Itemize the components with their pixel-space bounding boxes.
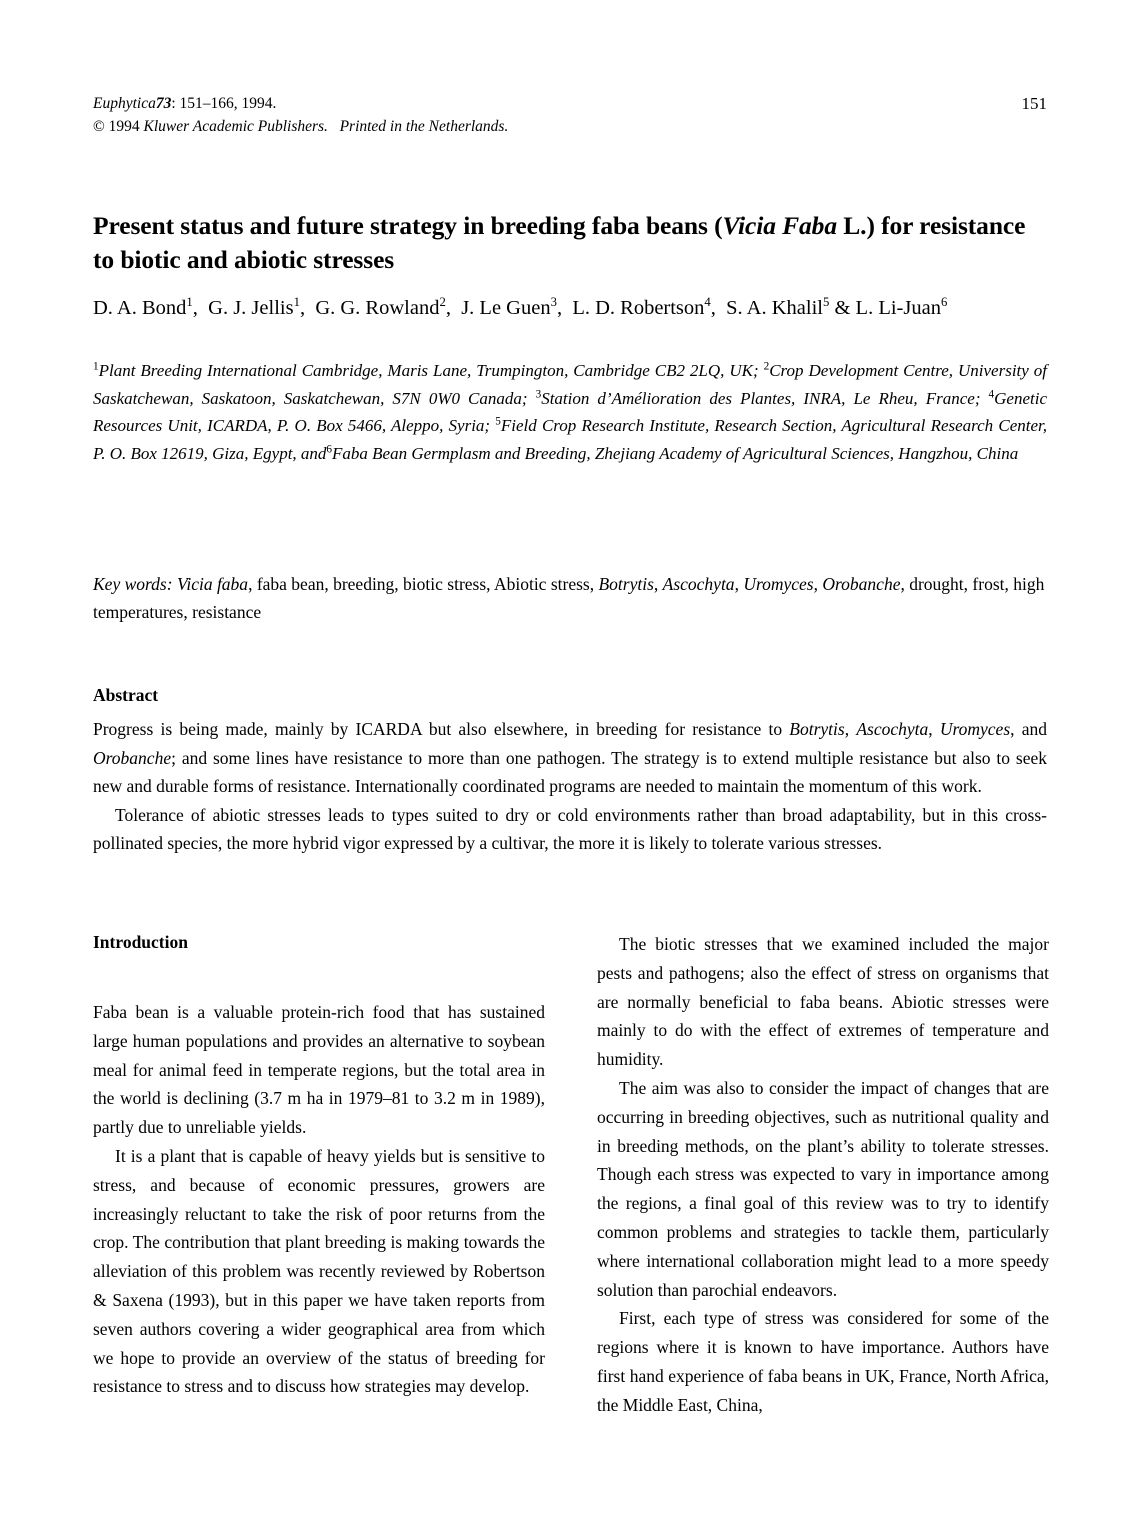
page-number: 151: [1021, 94, 1047, 113]
title-part-1: Present status and future strategy in breeding faba beans (: [93, 211, 723, 241]
affiliation-text: Faba Bean Germplasm and Breeding, Zhejiang Academy of Agricultural Sciences, Hangzhou, China: [332, 443, 1019, 463]
title-part-2: L.) for resistance to biotic and abiotic stresses: [93, 211, 1026, 275]
keyword-separator: ,: [653, 574, 663, 594]
abstract-separator: ,: [928, 719, 940, 739]
keywords-tail: , drought, frost, high temperatures, resistance: [93, 574, 1045, 622]
affiliation-text: Field Crop Research Institute, Research Section, Agricultural Research Center, P. O. Box 12619, Giza, Egypt, and: [93, 416, 1047, 463]
abstract-genus: Ascochyta: [856, 719, 929, 739]
keyword-genus: Botrytis: [598, 574, 654, 594]
keywords-text: , faba bean, breeding, biotic stress, Abiotic stress,: [248, 574, 599, 594]
body-paragraph: First, each type of stress was considered for some of the regions where it is known to have importance. Authors have first hand experience of faba beans in UK, France, North Africa, the Middle East, China,: [597, 1308, 1049, 1415]
journal-name: Euphytica: [93, 95, 156, 112]
body-column-right: [597, 930, 1049, 1420]
author-affiliation-marker: 3: [550, 295, 557, 310]
abstract-separator: , and: [1010, 719, 1047, 739]
keyword-species: Vicia faba: [172, 574, 249, 594]
author-name: G. J. Jellis: [208, 297, 294, 319]
author-affiliation-marker: 4: [704, 295, 711, 310]
abstract-body: [93, 715, 1047, 858]
author-name: J. Le Guen: [461, 297, 551, 319]
page-title: [93, 209, 1047, 277]
author-affiliation-marker: 2: [439, 295, 446, 310]
affiliation-text: Station d’Amélioration des Plantes, INRA, Le Rheu, France;: [541, 388, 989, 408]
copyright-year: 1994: [104, 118, 144, 135]
affiliation-marker: 6: [326, 442, 333, 455]
keywords-label: Key words:: [93, 574, 173, 594]
affiliation-marker: 1: [93, 360, 99, 373]
abstract-paragraph: [93, 715, 1047, 801]
affiliation-text: Plant Breeding International Cambridge, Maris Lane, Trumpington, Cambridge CB2 2LQ, UK;: [98, 361, 764, 380]
printed-in: Printed in the Netherlands.: [339, 118, 509, 135]
journal-copyright-line: [93, 115, 1047, 138]
keyword-genus: Orobanche: [822, 574, 901, 594]
affiliation-marker: 3: [535, 387, 542, 400]
running-head: [93, 92, 1047, 138]
author-name: D. A. Bond: [93, 297, 187, 319]
keyword-separator: ,: [734, 574, 744, 594]
copyright-icon: ©: [93, 118, 105, 135]
author-conjunction: &: [834, 297, 851, 319]
abstract-text: Progress is being made, mainly by ICARDA but also elsewhere, in breeding for resistance to: [93, 719, 790, 739]
body-paragraph: The aim was also to consider the impact of changes that are occurring in breeding objectives, such as nutritional quality and in breeding methods, on the plant’s ability to tolerate stresses. Though each stress was expected to vary in importance among the regions, a final goal of this review was to try to identify common problems and strategies to tackle them, particularly where international collaboration might lead to a more speedy solution than parochial endeavors.: [597, 1077, 1049, 1300]
author-affiliation-marker: 5: [822, 295, 830, 310]
affiliation-list: [93, 357, 1047, 467]
abstract-paragraph: Tolerance of abiotic stresses leads to types suited to dry or cold environments rather than broad adaptability, but in this cross-pollinated species, the more hybrid vigor expressed by a cultivar, the more it is likely to tolerate various stresses.: [93, 804, 1047, 854]
author-affiliation-marker: 1: [186, 295, 193, 310]
abstract-text: ; and some lines have resistance to more than one pathogen. The strategy is to extend multiple resistance but also to seek new and durable forms of resistance. Internationally coordinated programs are needed to maintain the momentum of this work.: [93, 747, 1047, 797]
keyword-genus: Ascochyta: [662, 574, 735, 594]
author-name: G. G. Rowland: [315, 297, 440, 319]
affiliation-marker: 5: [495, 415, 501, 428]
journal-citation-line: [93, 92, 1047, 115]
section-heading-introduction: Introduction: [93, 932, 188, 952]
publisher-name: Kluwer Academic Publishers.: [143, 118, 328, 135]
author-name: L. Li-Juan: [855, 297, 941, 319]
author-name: S. A. Khalil: [726, 297, 823, 319]
author-list: D. A. Bond$^1$, G. J. Jellis$^1$, G. G. Rowland$^2$, J. Le Guen$^3$, L. D. Robertson$^4$, S. A. Khalil$^5$ & L. Li-Juan$^6$: [93, 295, 948, 319]
journal-pages-year: : 151–166, 1994.: [171, 95, 277, 112]
body-paragraph: Faba bean is a valuable protein-rich food that has sustained large human populations and provides an alternative to soybean meal for animal feed in temperate regions, but the total area in the world is declining (3.7 m ha in 1979–81 to 3.2 m in 1989), partly due to unreliable yields.: [93, 1002, 545, 1138]
abstract-heading: Abstract: [93, 684, 159, 705]
abstract-genus: Orobanche: [93, 747, 172, 768]
keywords-line: [93, 570, 1047, 626]
author-affiliation-marker: 6: [940, 295, 948, 310]
body-paragraph: It is a plant that is capable of heavy yields but is sensitive to stress, and because of economic pressures, growers are increasingly reluctant to take the risk of poor returns from the crop. The contribution that plant breeding is making towards the alleviation of this problem was recently reviewed by Robertson & Saxena (1993), but in this paper we have taken reports from seven authors covering a wider geographical area from which we hope to provide an overview of the status of breeding for resistance to stress and to discuss how strategies may develop.: [93, 1145, 545, 1397]
affiliation-marker: 2: [763, 360, 770, 373]
affiliation-text: Genetic Resources Unit, ICARDA, P. O. Box 5466, Aleppo, Syria;: [93, 388, 1047, 435]
author-affiliation-marker: 1: [293, 295, 300, 310]
abstract-separator: ,: [844, 719, 857, 739]
journal-volume: 73: [155, 95, 172, 112]
affiliation-text: Crop Development Centre, University of Saskatchewan, Saskatoon, Saskatchewan, S7N 0W0 Canada;: [93, 361, 1047, 408]
author-name: L. D. Robertson: [572, 297, 705, 319]
abstract-genus: Botrytis: [789, 719, 845, 739]
affiliation-marker: 4: [988, 387, 995, 400]
title-species-name: Vicia Faba: [722, 211, 837, 241]
body-column-left: [93, 930, 545, 1401]
body-paragraph: The biotic stresses that we examined included the major pests and pathogens; also the effect of stress on organisms that are normally beneficial to faba beans. Abiotic stresses were mainly to do with the effect of extremes of temperature and humidity.: [597, 934, 1049, 1070]
keyword-separator: ,: [813, 574, 823, 594]
abstract-genus: Uromyces: [939, 719, 1011, 739]
keyword-genus: Uromyces: [743, 574, 814, 594]
